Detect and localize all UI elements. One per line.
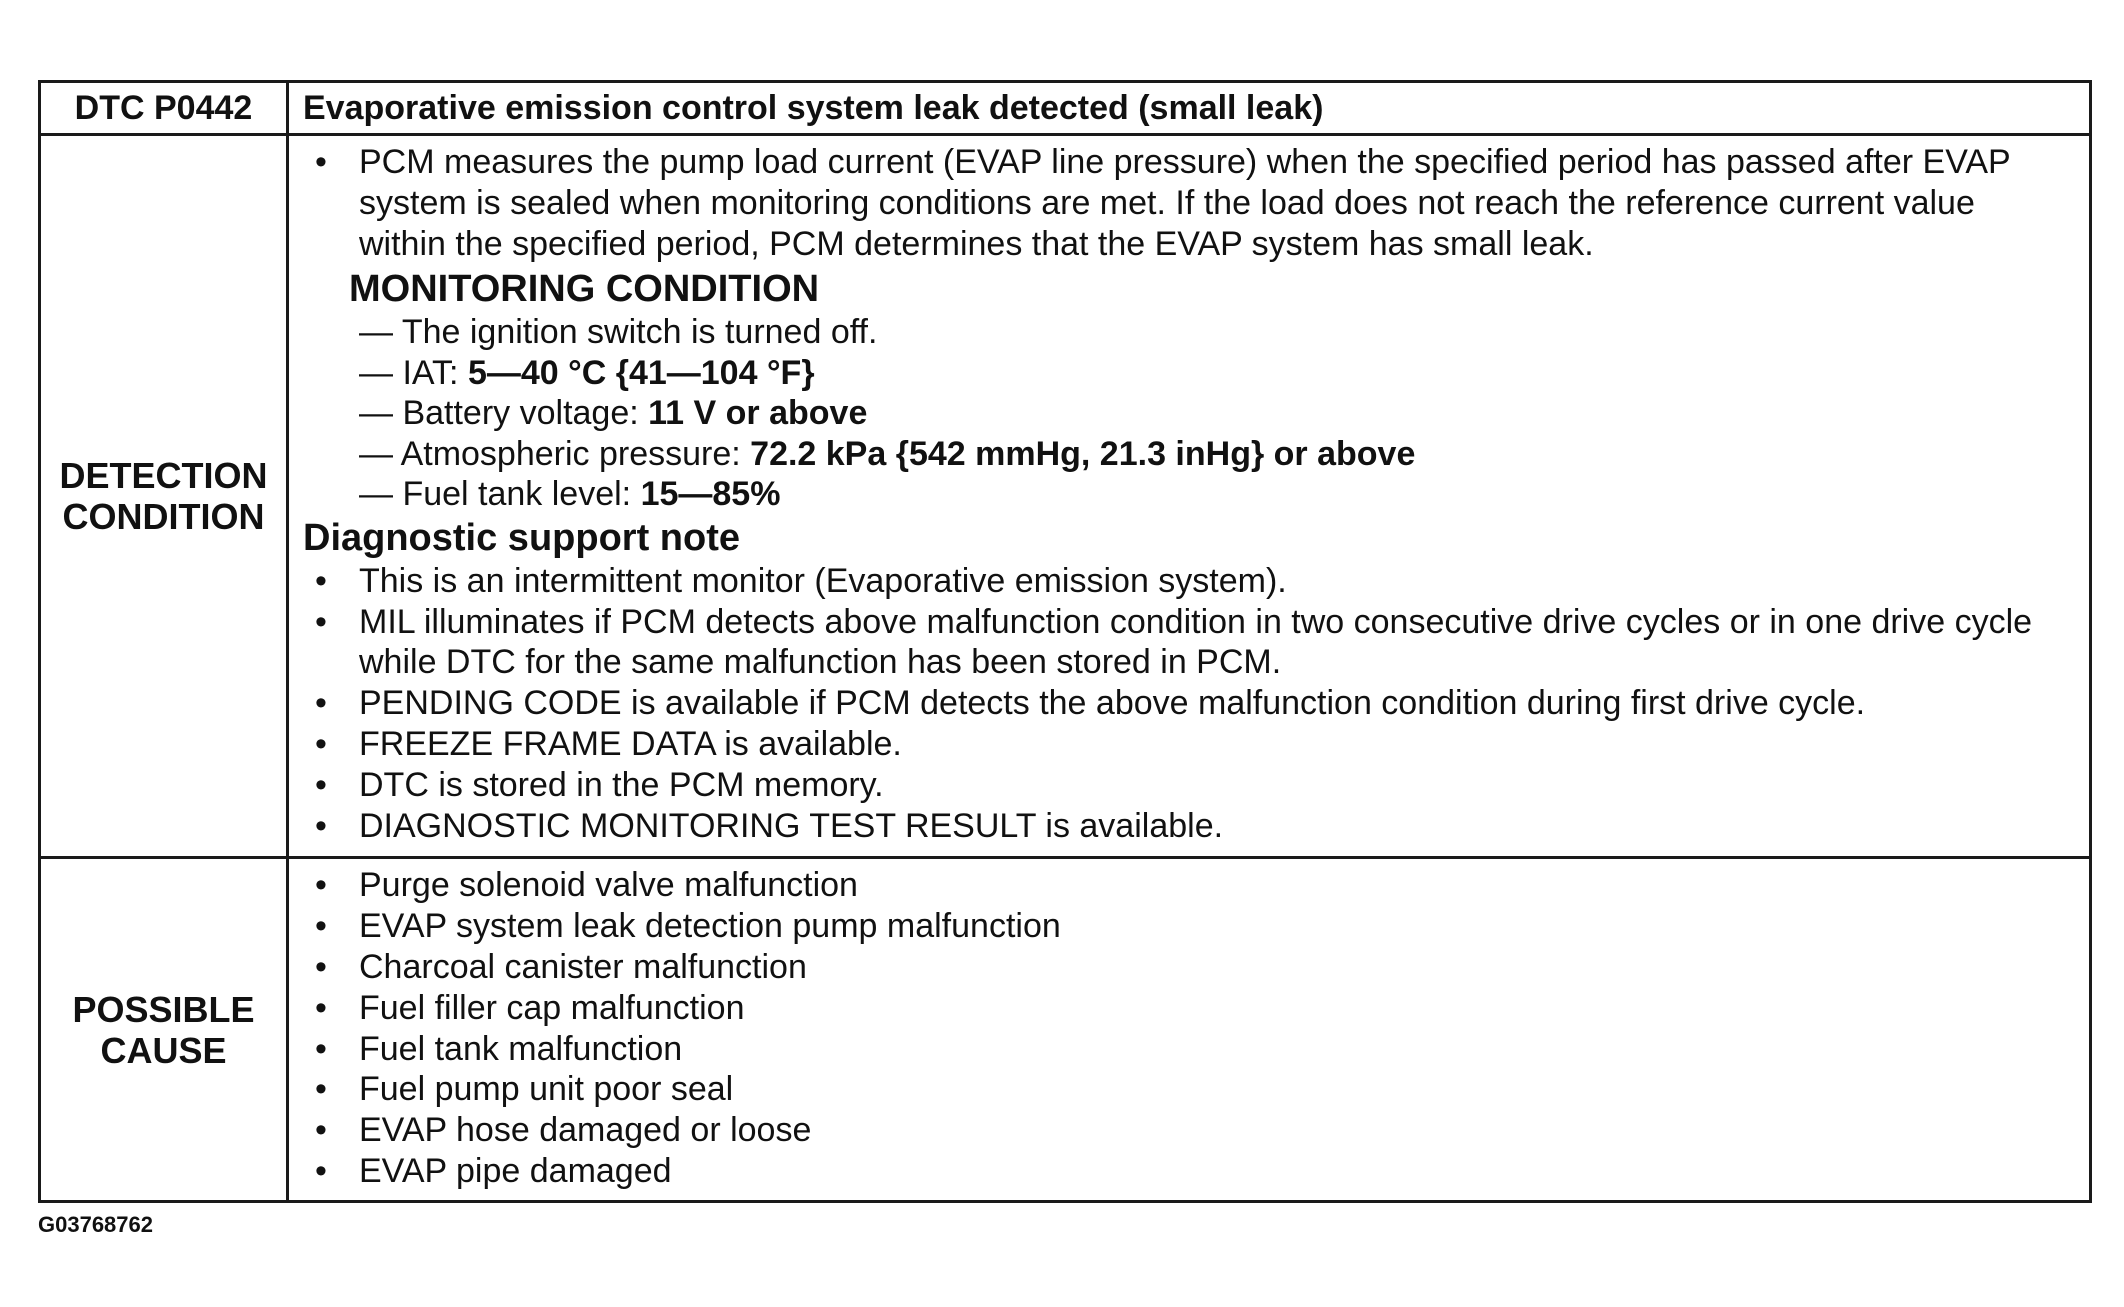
cause-label-line1: POSSIBLE — [72, 988, 255, 1030]
diagnostic-note: • FREEZE FRAME DATA is available. — [303, 724, 2069, 765]
monitoring-item-value: 15—85% — [640, 475, 781, 514]
monitoring-item-value: 72.2 kPa {542 mmHg, 21.3 inHg} or above — [750, 434, 1416, 473]
monitoring-condition-heading: MONITORING CONDITION — [349, 268, 820, 311]
possible-cause-content — [288, 858, 2091, 1201]
dtc-title: Evaporative emission control system leak detected (small leak) — [288, 82, 2091, 135]
diagnostic-note: • DIAGNOSTIC MONITORING TEST RESULT is available. — [303, 806, 2069, 847]
cause-item: • EVAP system leak detection pump malfunction — [303, 906, 2069, 947]
monitoring-item-value: 5—40 °C {41—104 °F} — [467, 353, 815, 392]
detection-intro-list — [303, 142, 2069, 264]
detection-condition-content — [288, 135, 2091, 858]
diagnostic-note: • DTC is stored in the PCM memory. — [303, 765, 2069, 806]
cause-item: • Charcoal canister malfunction — [303, 947, 2069, 988]
monitoring-item-label: — Atmospheric pressure: — [359, 434, 751, 473]
monitoring-item-label: — IAT: — [359, 353, 468, 392]
diagnostic-notes-list — [303, 561, 2069, 847]
monitoring-item — [359, 474, 2069, 515]
monitoring-item-value: 11 V or above — [648, 394, 868, 433]
detection-row — [40, 135, 2091, 858]
cause-row — [40, 858, 2091, 1201]
monitoring-item-label: — Fuel tank level: — [359, 475, 641, 514]
detection-intro: • PCM measures the pump load current (EVAP line pressure) when the specified period has passed after EVAP system is sealed when monitoring conditions are met. If the load does not reach the reference current value within the specified period, PCM determines that the EVAP system has small leak. — [303, 142, 2069, 264]
detection-label-line1: DETECTION — [59, 455, 268, 497]
detection-condition-label — [40, 135, 288, 858]
cause-item: • EVAP hose damaged or loose — [303, 1110, 2069, 1151]
cause-label-line2: CAUSE — [100, 1029, 227, 1071]
monitoring-item — [359, 434, 2069, 475]
cause-item: • Fuel filler cap malfunction — [303, 988, 2069, 1029]
cause-item: • Fuel pump unit poor seal — [303, 1069, 2069, 1110]
diagnostic-support-heading: Diagnostic support note — [303, 516, 740, 559]
monitoring-item-label: — The ignition switch is turned off. — [359, 313, 878, 352]
monitoring-item-label: — Battery voltage: — [359, 394, 649, 433]
monitoring-item — [359, 312, 2069, 353]
detection-label-line2: CONDITION — [62, 496, 265, 538]
monitoring-item — [359, 353, 2069, 394]
header-row — [40, 82, 2091, 135]
figure-reference-code: G03768762 — [38, 1212, 153, 1237]
diagnostic-note: • This is an intermittent monitor (Evaporative emission system). — [303, 561, 2069, 602]
monitoring-item — [359, 393, 2069, 434]
dtc-code: DTC P0442 — [40, 82, 288, 135]
diagnostic-note: • MIL illuminates if PCM detects above malfunction condition in two consecutive drive cycles or in one drive cycle while DTC for the same malfunction has been stored in PCM. — [303, 602, 2069, 684]
dtc-table — [38, 80, 2092, 1203]
possible-cause-list — [303, 865, 2069, 1191]
cause-item: • Purge solenoid valve malfunction — [303, 865, 2069, 906]
monitoring-condition-list — [303, 312, 2069, 515]
diagnostic-note: • PENDING CODE is available if PCM detects the above malfunction condition during first drive cycle. — [303, 683, 2069, 724]
possible-cause-label — [40, 858, 288, 1201]
cause-item: • Fuel tank malfunction — [303, 1029, 2069, 1070]
cause-item: • EVAP pipe damaged — [303, 1151, 2069, 1192]
